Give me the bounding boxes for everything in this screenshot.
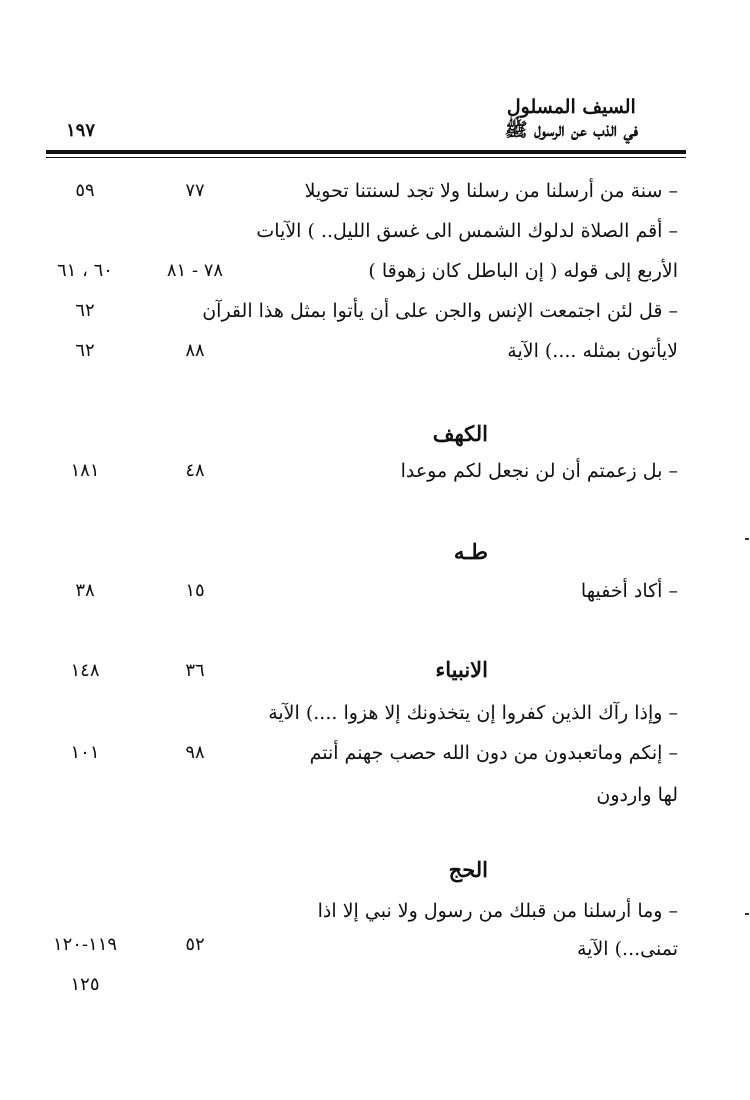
running-title-line-1: السيف المسلول xyxy=(506,96,636,118)
entry-text: – أكاد أخفيها xyxy=(580,580,678,602)
scan-edge-mark xyxy=(745,538,749,540)
entry-text: لها واردون xyxy=(596,784,678,806)
ayah-number: ٣٦ xyxy=(185,660,205,681)
page-reference: ٦٢ xyxy=(75,340,95,361)
ayah-number: ٩٨ xyxy=(185,742,205,763)
entry-text: – وما أرسلنا من قبلك من رسول ولا نبي إلا اذا xyxy=(317,900,678,922)
page-reference: ١٢٥ xyxy=(70,974,100,995)
running-title xyxy=(505,96,638,142)
page-reference: ٦٠ ، ٦١ xyxy=(57,260,113,281)
page-number: ١٩٧ xyxy=(66,120,96,141)
surah-heading: الحج xyxy=(448,857,488,882)
surah-heading: الانبياء xyxy=(435,657,488,682)
ayah-number: ٥٢ xyxy=(185,934,205,955)
page-reference: ١١٩-١٢٠ xyxy=(52,934,118,955)
running-title-line-2: في الذب عن الرسول ﷺ xyxy=(504,119,638,141)
entry-text: الأربع إلى قوله ( إن الباطل كان زهوقا ) xyxy=(368,260,678,282)
ayah-number: ٧٨ - ٨١ xyxy=(166,260,224,281)
entry-text: – سنة من أرسلنا من رسلنا ولا تجد لسنتنا تحويلا xyxy=(304,180,678,202)
header-rule-thin xyxy=(46,157,686,158)
page-reference: ١٨١ xyxy=(70,460,100,481)
surah-heading: طـه xyxy=(453,539,488,564)
entry-text: – وإذا رآك الذين كفروا إن يتخذونك إلا هزوا ....) الآية xyxy=(268,702,678,724)
entry-text: – إنكم وماتعبدون من دون الله حصب جهنم أنتم xyxy=(309,742,678,764)
page-reference: ٣٨ xyxy=(75,580,95,601)
entry-text: – قل لئن اجتمعت الإنس والجن على أن يأتوا بمثل هذا القرآن xyxy=(202,300,678,322)
ayah-number: ٨٨ xyxy=(185,340,205,361)
surah-heading: الكهف xyxy=(432,421,488,446)
page-reference: ١٤٨ xyxy=(70,660,100,681)
ayah-number: ٧٧ xyxy=(185,180,205,201)
page-reference: ٦٢ xyxy=(75,300,95,321)
scan-edge-mark xyxy=(745,913,749,915)
entry-text: – أقم الصلاة لدلوك الشمس الى غسق الليل.. ) الآيات xyxy=(256,220,678,242)
ayah-number: ١٥ xyxy=(185,580,205,601)
page-reference: ١٠١ xyxy=(70,742,100,763)
entry-text: لايأتون بمثله ....) الآية xyxy=(507,340,678,362)
page-reference: ٥٩ xyxy=(75,180,95,201)
entry-text: تمنى...) الآية xyxy=(576,938,678,960)
entry-text: – بل زعمتم أن لن نجعل لكم موعدا xyxy=(400,460,678,482)
header-rule-thick xyxy=(46,150,686,154)
ayah-number: ٤٨ xyxy=(185,460,205,481)
